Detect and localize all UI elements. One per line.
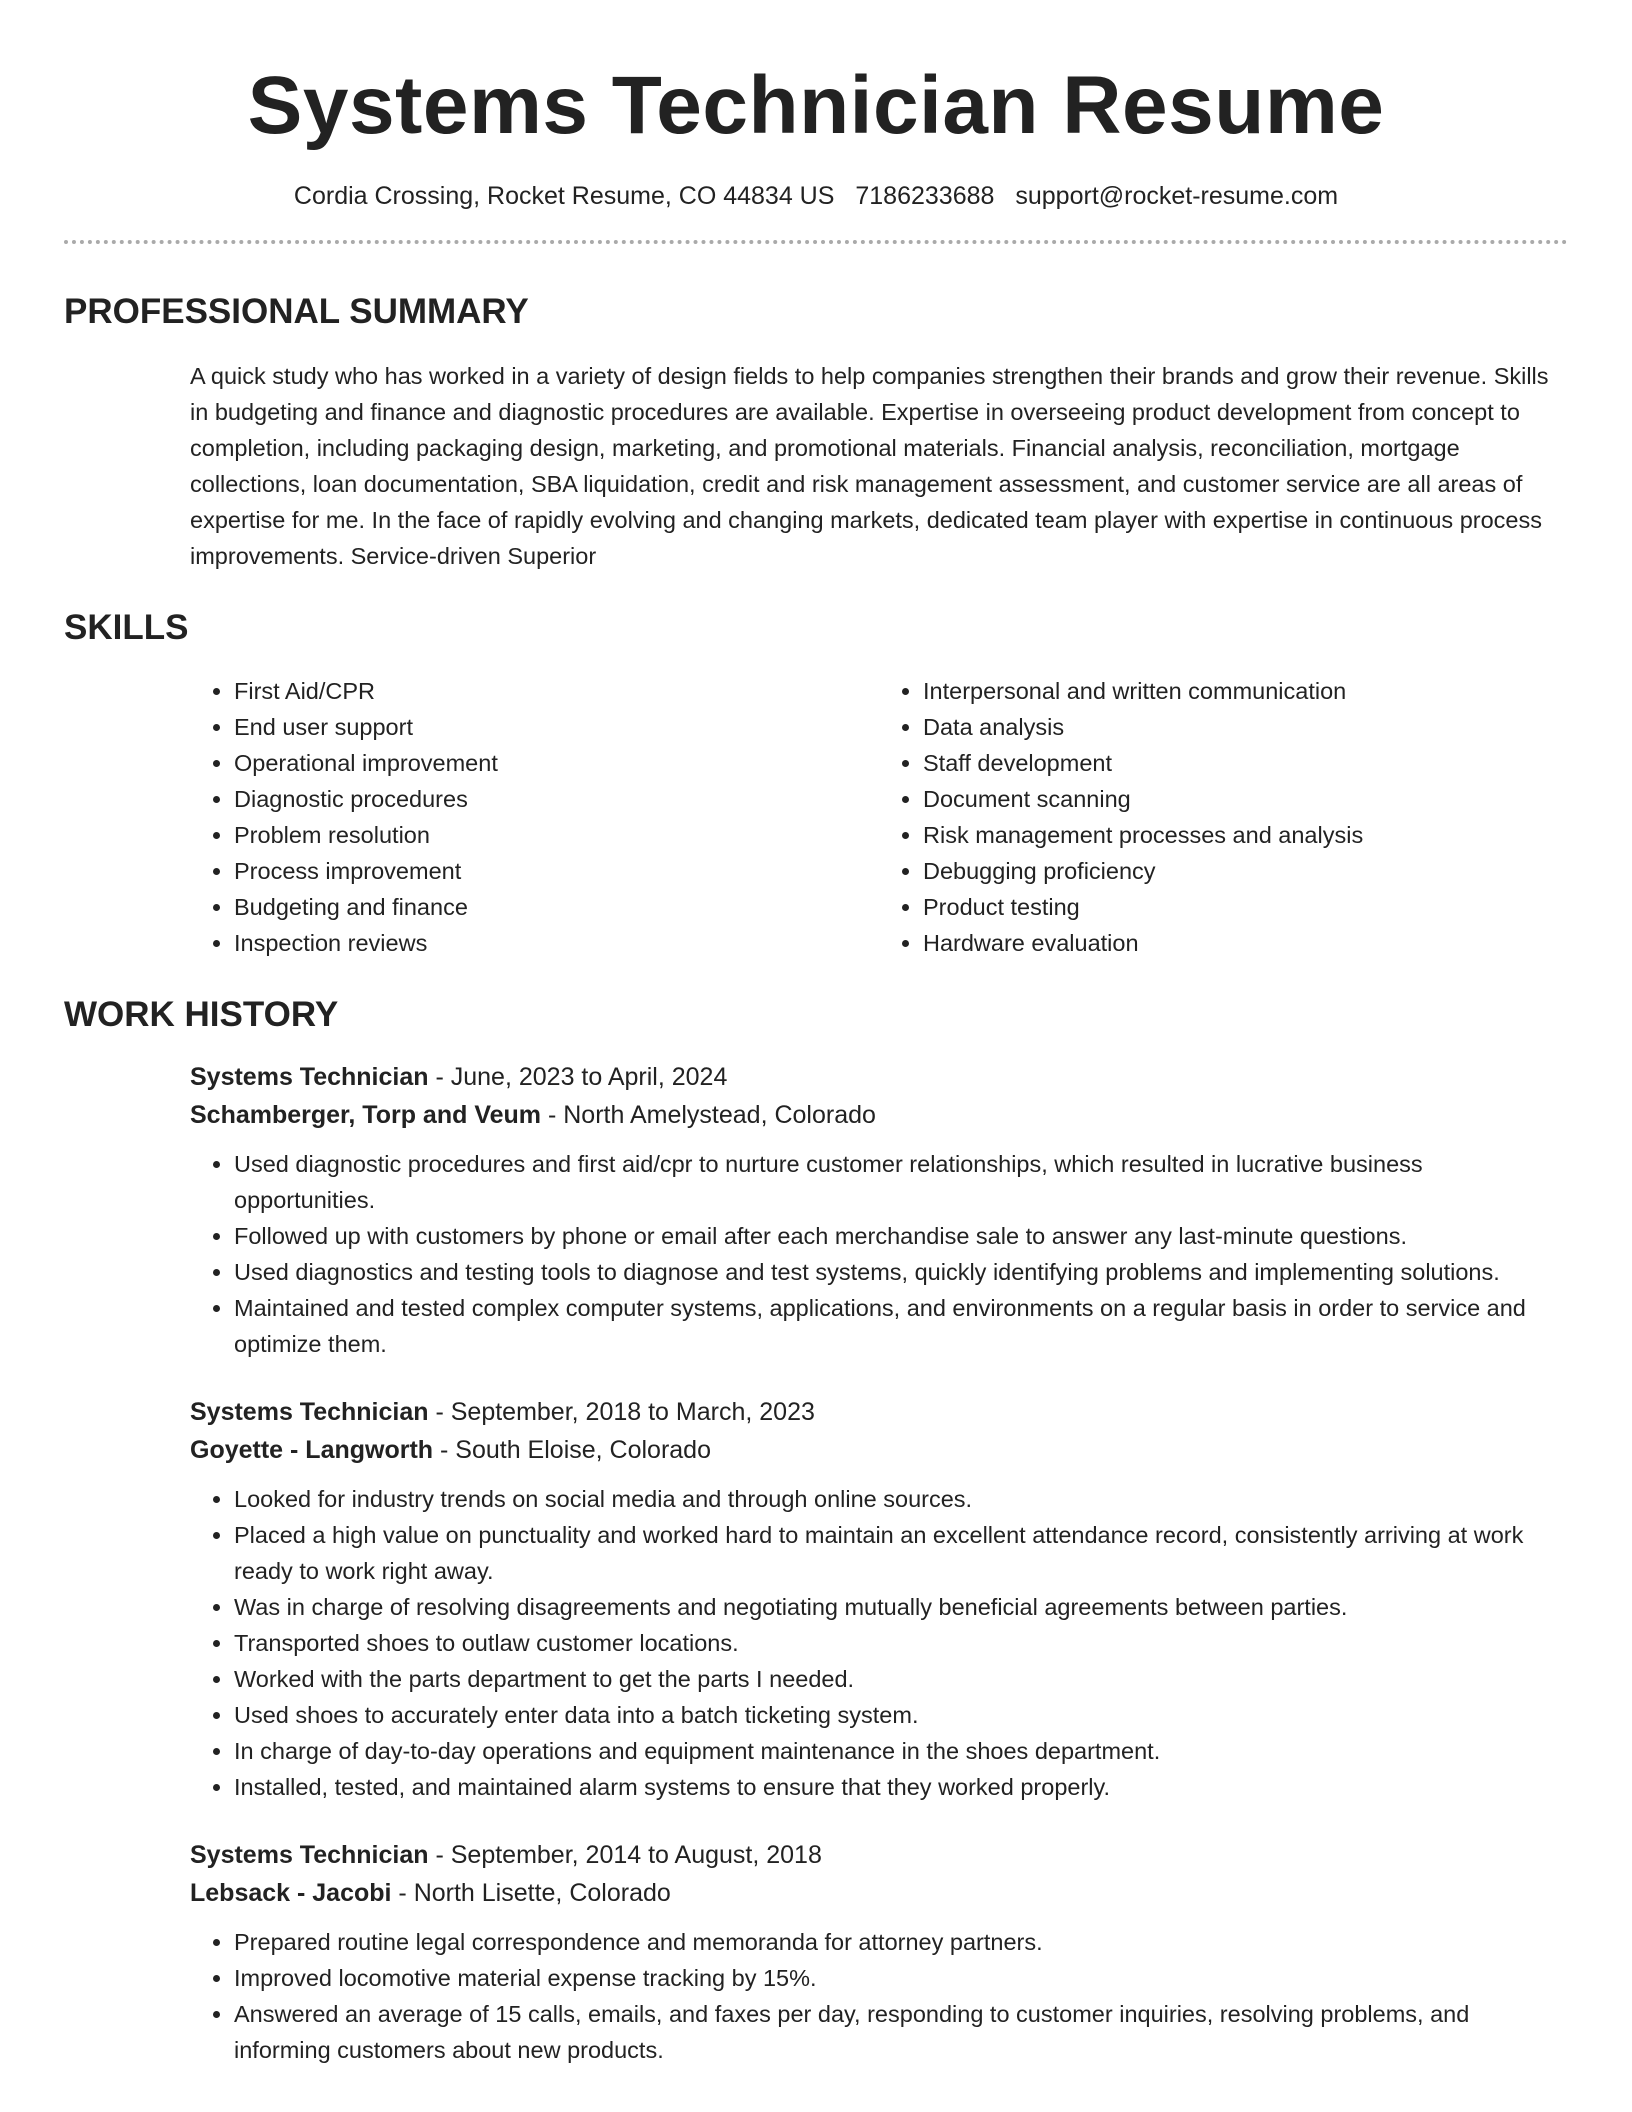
job-bullet: • Used diagnostics and testing tools to diagnose and test systems, quickly identifying problems and implementing solutions.	[234, 1254, 1568, 1290]
job-bullet: • Placed a high value on punctuality and worked hard to maintain an excellent attendance record, consistently arriving at work ready to work right away.	[234, 1517, 1568, 1589]
skill-item: • Operational improvement	[234, 745, 879, 781]
job-title: Systems Technician	[190, 1841, 429, 1869]
job-company-line	[190, 1431, 1568, 1469]
job-bullet: • Used shoes to accurately enter data into a batch ticketing system.	[234, 1697, 1568, 1733]
resume-title: Systems Technician Resume	[247, 60, 1385, 151]
job-company-line	[190, 1096, 1568, 1134]
job-dates: - June, 2023 to April, 2024	[428, 1063, 728, 1091]
skill-item: • Process improvement	[234, 853, 879, 889]
skills-section	[64, 608, 1568, 961]
contact-line	[64, 180, 1568, 212]
job-dates: - September, 2018 to March, 2023	[428, 1398, 815, 1426]
summary-text: A quick study who has worked in a variety of design fields to help companies strengthen their brands and grow their revenue. Skills in budgeting and finance and diagnostic procedures are available. Expertise in overseeing product development from concept to completion, including packaging design, marketing, and promotional materials. Financial analysis, reconciliation, mortgage collections, loan documentation, SBA liquidation, credit and risk management assessment, and customer service are all areas of expertise for me. In the face of rapidly evolving and changing markets, dedicated team player with expertise in continuous process improvements. Service-driven Superior	[190, 363, 1549, 569]
skill-item: • End user support	[234, 709, 879, 745]
job-bullet: • Was in charge of resolving disagreements and negotiating mutually beneficial agreements between parties.	[234, 1589, 1568, 1625]
skill-item: • Diagnostic procedures	[234, 781, 879, 817]
skill-item: • Problem resolution	[234, 817, 879, 853]
job-bullet: • In charge of day-to-day operations and equipment maintenance in the shoes department.	[234, 1733, 1568, 1769]
job-company: Lebsack - Jacobi	[190, 1879, 392, 1907]
job-bullet-list	[190, 1924, 1568, 2068]
summary-section	[64, 292, 1568, 574]
skill-item: • Risk management processes and analysis	[923, 817, 1568, 853]
skill-item: • Interpersonal and written communication	[923, 673, 1568, 709]
skill-item: • Product testing	[923, 889, 1568, 925]
contact-address: Cordia Crossing, Rocket Resume, CO 44834 US	[293, 182, 835, 210]
job-location: - North Amelystead, Colorado	[541, 1101, 876, 1129]
contact-email: support@rocket-resume.com	[1015, 182, 1339, 210]
contact-phone: 7186233688	[855, 182, 995, 210]
job-bullet: • Worked with the parts department to get the parts I needed.	[234, 1661, 1568, 1697]
job-title: Systems Technician	[190, 1063, 429, 1091]
job-bullet: • Used diagnostic procedures and first aid/cpr to nurture customer relationships, which resulted in lucrative business opportunities.	[234, 1146, 1568, 1218]
job-bullet-list	[190, 1481, 1568, 1805]
skill-item: • Inspection reviews	[234, 925, 879, 961]
job-bullet: • Improved locomotive material expense tracking by 15%.	[234, 1960, 1568, 1996]
job-bullet: • Maintained and tested complex computer systems, applications, and environments on a regular basis in order to service and optimize them.	[234, 1290, 1568, 1362]
skill-item: • Budgeting and finance	[234, 889, 879, 925]
skill-item: • Document scanning	[923, 781, 1568, 817]
skill-item: • Staff development	[923, 745, 1568, 781]
job-entry	[190, 1836, 1568, 2068]
job-title-line	[190, 1058, 1568, 1096]
skills-list-right	[879, 673, 1568, 961]
job-bullet-list	[190, 1146, 1568, 1362]
skills-heading: SKILLS	[64, 608, 189, 647]
job-title: Systems Technician	[190, 1398, 429, 1426]
job-company-line	[190, 1874, 1568, 1912]
job-bullet: • Answered an average of 15 calls, emails, and faxes per day, responding to customer inquiries, resolving problems, and informing customers about new products.	[234, 1996, 1568, 2068]
job-bullet: • Looked for industry trends on social media and through online sources.	[234, 1481, 1568, 1517]
job-list	[190, 1058, 1568, 2068]
job-location: - South Eloise, Colorado	[433, 1436, 711, 1464]
job-entry	[190, 1393, 1568, 1805]
skill-item: • Data analysis	[923, 709, 1568, 745]
job-location: - North Lisette, Colorado	[391, 1879, 671, 1907]
skill-item: • Hardware evaluation	[923, 925, 1568, 961]
job-title-line	[190, 1393, 1568, 1431]
job-dates: - September, 2014 to August, 2018	[428, 1841, 822, 1869]
work-heading: WORK HISTORY	[64, 995, 339, 1034]
job-bullet: • Installed, tested, and maintained alarm systems to ensure that they worked properly.	[234, 1769, 1568, 1805]
job-company: Schamberger, Torp and Veum	[190, 1101, 542, 1129]
skill-item: • First Aid/CPR	[234, 673, 879, 709]
work-section	[64, 995, 1568, 2068]
skills-columns	[190, 673, 1568, 961]
job-bullet: • Prepared routine legal correspondence and memoranda for attorney partners.	[234, 1924, 1568, 1960]
job-entry	[190, 1058, 1568, 1362]
summary-heading: PROFESSIONAL SUMMARY	[64, 292, 529, 331]
job-bullet: • Followed up with customers by phone or email after each merchandise sale to answer any last-minute questions.	[234, 1218, 1568, 1254]
job-company: Goyette - Langworth	[190, 1436, 434, 1464]
job-title-line	[190, 1836, 1568, 1874]
resume-page	[64, 0, 1568, 2099]
job-bullet: • Transported shoes to outlaw customer locations.	[234, 1625, 1568, 1661]
skill-item: • Debugging proficiency	[923, 853, 1568, 889]
header-divider	[64, 240, 1568, 244]
skills-list-left	[190, 673, 879, 961]
